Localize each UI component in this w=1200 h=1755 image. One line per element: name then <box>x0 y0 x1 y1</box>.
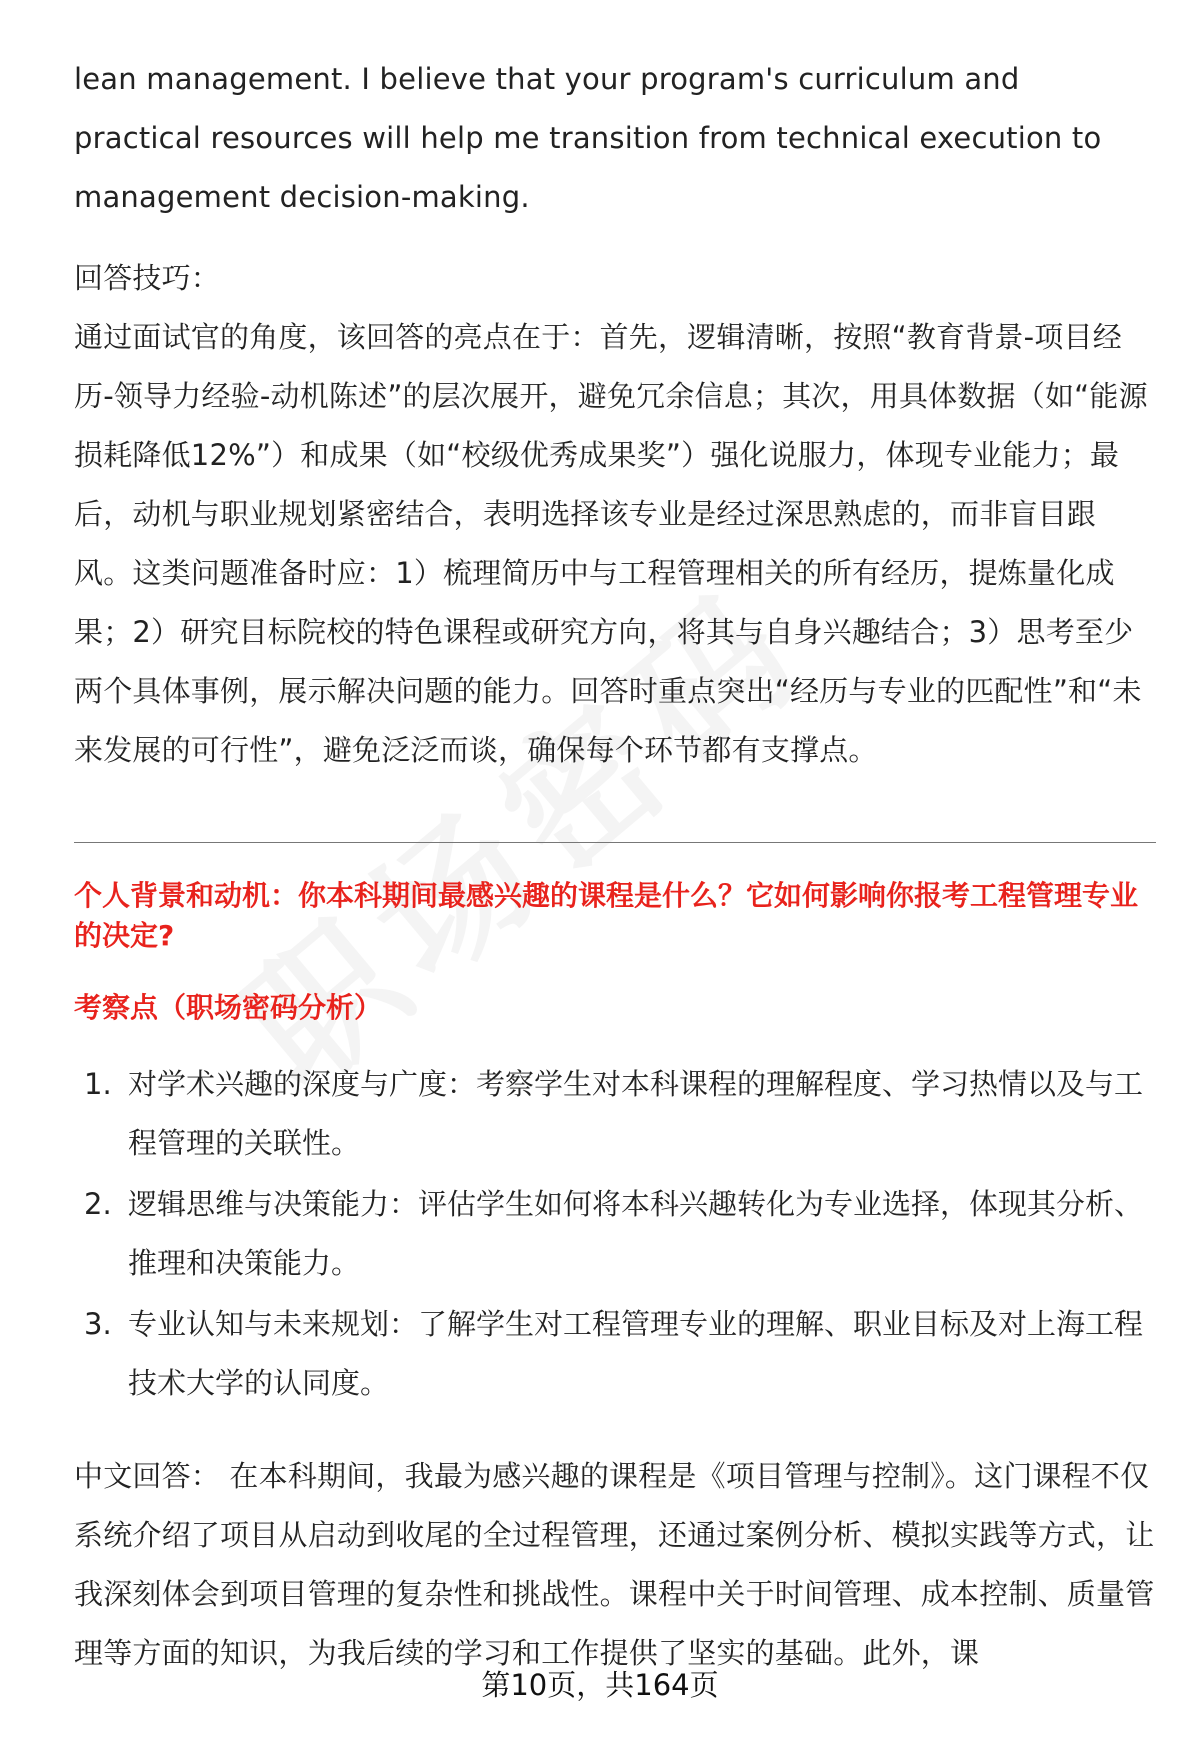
list-item-text: 专业认知与未来规划：了解学生对工程管理专业的理解、职业目标及对上海工程技术大学的认同度。 <box>128 1307 1144 1400</box>
list-item <box>74 1055 1154 1173</box>
chinese-answer: 中文回答： 在本科期间，我最为感兴趣的课程是《项目管理与控制》。这门课程不仅系统介绍了项目从启动到收尾的全过程管理，还通过案例分析、模拟实践等方式，让我深刻体会到项目管理的复杂性和挑战性。课程中关于时间管理、成本控制、质量管理等方面的知识，为我后续的学习和工作提供了坚实的基础。此外，课 <box>74 1459 1155 1670</box>
focus-heading: 考察点（职场密码分析） <box>74 991 383 1024</box>
list-item-text: 对学术兴趣的深度与广度：考察学生对本科课程的理解程度、学习热情以及与工程管理的关联性。 <box>128 1067 1144 1160</box>
list-item-text: 逻辑思维与决策能力：评估学生如何将本科兴趣转化为专业选择，体现其分析、推理和决策能力。 <box>128 1187 1144 1280</box>
list-item <box>74 1175 1154 1293</box>
list-item <box>74 1295 1154 1413</box>
tips-heading: 回答技巧： <box>74 261 221 295</box>
english-answer-continuation: lean management. I believe that your program's curriculum and practical resources will help me transition from technical execution to management decision-making. <box>74 62 1102 214</box>
list-number: 3. <box>84 1307 112 1341</box>
tips-body: 通过面试官的角度，该回答的亮点在于：首先，逻辑清晰，按照“教育背景-项目经历-领导力经验-动机陈述”的层次展开，避免冗余信息；其次，用具体数据（如“能源损耗降低12%”）和成果（如“校级优秀成果奖”）强化说服力，体现专业能力；最后，动机与职业规划紧密结合，表明选择该专业是经过深思熟虑的，而非盲目跟风。这类问题准备时应：1）梳理简历中与工程管理相关的所有经历，提炼量化成果；2）研究目标院校的特色课程或研究方向，将其与自身兴趣结合；3）思考至少两个具体事例，展示解决问题的能力。回答时重点突出“经历与专业的匹配性”和“未来发展的可行性”，避免泛泛而谈，确保每个环节都有支撑点。 <box>74 320 1148 767</box>
page-number: 第10页，共164页 <box>481 1668 719 1702</box>
list-number: 1. <box>84 1067 112 1101</box>
question-title: 个人背景和动机：你本科期间最感兴趣的课程是什么？它如何影响你报考工程管理专业的决定? <box>74 879 1139 952</box>
focus-list <box>74 1055 1154 1415</box>
section-divider <box>74 842 1156 843</box>
top-content <box>74 50 1154 780</box>
list-number: 2. <box>84 1187 112 1221</box>
